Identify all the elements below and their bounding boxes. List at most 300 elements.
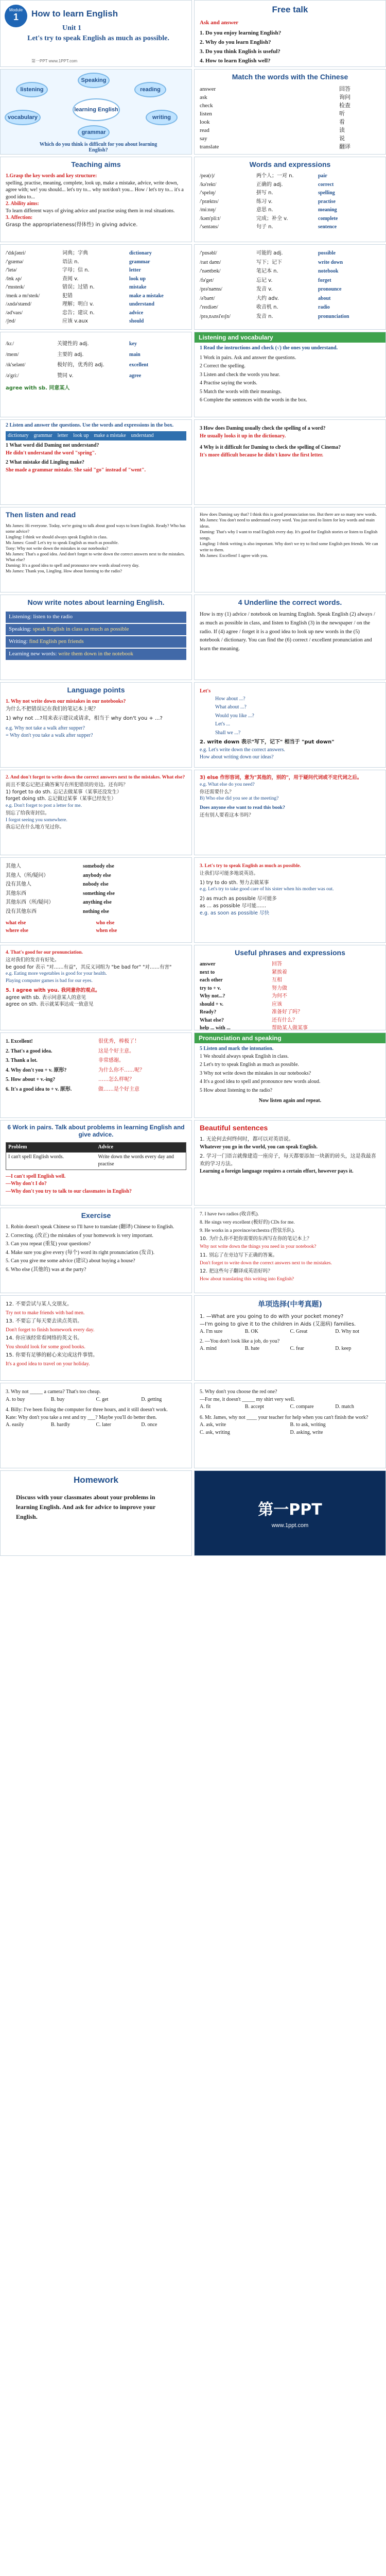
choice-option: A. mind xyxy=(200,1346,217,1351)
diagram-question: Which do you think is difficult for you about learning English? xyxy=(39,142,157,153)
exercise-item: 12. 把这些句子翻译成英语好吗？ xyxy=(200,1268,273,1275)
choice-question: —I'm going to give it to the children in Aids (艾滋病) families. xyxy=(200,1321,356,1327)
slide-good-for xyxy=(0,945,192,1030)
vocab-word: about xyxy=(318,295,331,301)
phonetic: /'reɪdiəʊ/ xyxy=(200,304,218,310)
sentence-cn: 1. 无论何去何终何时，都可以对英语说。 xyxy=(200,1137,294,1142)
exercise-item: 13. 不要忘了每天要去读点英语。 xyxy=(6,1318,83,1324)
skill-bubble: vocabulary xyxy=(5,110,41,125)
exercise-item: 5. Can you give me some advice (建议) about buying a house? xyxy=(6,1258,135,1264)
choice-option: B. accept xyxy=(244,1404,264,1410)
exercise-item: 7. I have two radios (收音机). xyxy=(200,1212,259,1217)
choice-option: A. to buy xyxy=(6,1396,25,1402)
phrase: who else xyxy=(96,920,115,926)
phrase-cn: 其他东西（所/疑问） xyxy=(6,900,54,905)
slide-suggestions xyxy=(194,682,386,768)
meaning: 笔记本 n. xyxy=(256,268,278,274)
answer: She made a grammar mistake. She said "go" instead of "went". xyxy=(6,467,146,473)
meaning: 忠告；建议 n. xyxy=(62,310,95,316)
match-word: translate xyxy=(200,144,219,150)
exercise-item: 10. 为什么你不把你需要的东西写在你的笔记本上？ xyxy=(200,1236,312,1242)
phrase: when else xyxy=(96,927,117,934)
aim-heading: 1.Grasp the key words and key structure: xyxy=(6,173,97,179)
phonetic: /'spelɪŋ/ xyxy=(200,190,216,196)
instruction-item: 3 Listen and check the words you hear. xyxy=(200,371,280,378)
meaning: 主要的 adj. xyxy=(57,351,84,358)
phrase-cn: 紧挨着 xyxy=(272,969,287,975)
match-meaning: 翻译 xyxy=(339,143,350,150)
match-meaning: 读 xyxy=(339,127,345,133)
point-text: agree with sb. 表示同意某人的意见 xyxy=(6,994,86,1001)
phonetic: /ʃʊd/ xyxy=(6,318,16,324)
translation: 让我们尽可能多地说英语。 xyxy=(200,870,259,876)
vocab-word: look up xyxy=(129,276,146,282)
slide-title: Homework xyxy=(74,1475,118,1485)
slide-words-3 xyxy=(194,244,386,330)
sentence: 1 We should always speak English in class. xyxy=(200,1053,289,1059)
example: e.g. What else do you need? xyxy=(200,782,255,787)
example: e.g. as soon as possible 尽快 xyxy=(200,910,270,916)
dialogue-line: Ms James: That's a good idea. And don't forget to write down the correct answers next to the mistakes. What else? xyxy=(6,551,185,563)
slide-title: 4 Underline the correct words. xyxy=(238,598,342,606)
slide-listen-answer xyxy=(0,419,192,505)
choice-option: C. later xyxy=(96,1422,111,1428)
phonetic: /kə'rekt/ xyxy=(200,181,217,188)
choice-option: B. hate xyxy=(244,1346,260,1351)
phonetic: /'præktɪs/ xyxy=(200,198,219,205)
example: 我忘记在什么地方见过你。 xyxy=(6,824,65,831)
sentence: 2 Let's try to speak English as much as possible. xyxy=(200,1062,299,1067)
module-badge: Module 1 xyxy=(5,5,27,27)
phonetic: /kəm'pli:t/ xyxy=(200,215,221,222)
choice-question: 4. Billy: I've been fixing the computer for three hours, and it still doesn't work. xyxy=(6,1407,168,1413)
instruction-item: 4 Practise saying the words. xyxy=(200,380,257,386)
table-cell: Write down the words every day and practise xyxy=(98,1154,174,1167)
notes-row: Speaking: speak English in class as much as possible xyxy=(6,624,186,635)
cover-title: How to learn English xyxy=(31,9,118,19)
dialogue-line: Ms James: Excellent! I agree with you. xyxy=(200,553,268,558)
notes-row: Learning new words: write them down in the notebook xyxy=(6,649,186,660)
question: 2. Why do you learn English? xyxy=(200,39,271,45)
phrase-en: Why not...? xyxy=(200,993,225,999)
phrase-cn: 没有其他东西 xyxy=(6,908,37,914)
example: e.g. Why not take a walk after supper? xyxy=(6,725,85,731)
aim-heading: 2. Ability aims: xyxy=(6,201,39,207)
phrase-en: 6. It's a good idea to + v. 原形. xyxy=(6,1086,72,1092)
phrase-cn: 没有其他人 xyxy=(6,882,31,887)
slide-else xyxy=(194,770,386,855)
exercise-item: 3. Can you repeat (重复) your questions? xyxy=(6,1241,91,1247)
answer: He usually looks it up in the dictionary. xyxy=(200,433,286,439)
slide-beautiful-sentences xyxy=(194,1120,386,1206)
phrase-en: 3. Thank a lot. xyxy=(6,1058,38,1063)
table-header: Problem xyxy=(6,1143,96,1153)
phrase-en: should + v. xyxy=(200,1001,224,1007)
match-word: read xyxy=(200,127,209,133)
dialogue-line: Ms James: Good! Let's try to speak English as much as possible. xyxy=(6,540,119,546)
point-text: agree on sth. 表示就某事达成一致意见 xyxy=(6,1002,94,1008)
phrase: where else xyxy=(6,927,28,934)
center-bubble: learning English xyxy=(73,98,120,121)
slide-title: Beautiful sentences xyxy=(200,1124,268,1132)
vocab-word: correct xyxy=(318,181,334,188)
example: Playing computer games is bad for our eyes. xyxy=(6,978,93,984)
brand-site: www.1ppt.com xyxy=(271,1522,309,1529)
point-text: be good for 表示 "对……有益"，其反义词组为 "be bad for" "对……有害" xyxy=(6,964,172,970)
phrase-cn: 回答 xyxy=(272,961,282,967)
phrase-en: anything else xyxy=(83,900,112,905)
slide-words-4 xyxy=(0,332,192,417)
vocab-word: pronounce xyxy=(318,286,342,292)
brand-logo: 第一PPT xyxy=(258,1501,322,1519)
choice-option: A. ask, write xyxy=(200,1422,226,1428)
notes-row: Listening: listen to the radio xyxy=(6,612,186,623)
meaning: 赞同 v. xyxy=(57,372,74,379)
aim-text: spelling, practise, meaning, complete, look up, make a mistake, advice, write down, agree with; we! you should... let's try to... why not/don't you... How / let's try to... it's a good idea to... xyxy=(6,180,184,200)
exercise-answer: Don't forget to write down the correct answers next to the mistakes. xyxy=(200,1260,332,1266)
expression: How about ...? xyxy=(215,696,245,702)
vocab-word: spelling xyxy=(318,190,335,196)
slide-subtitle: Ask and answer xyxy=(200,20,239,26)
phrase-en: What else? xyxy=(200,1017,224,1023)
choice-question: 5. Why don't you choose the red one? xyxy=(200,1389,277,1395)
slide-title: Free talk xyxy=(272,5,308,14)
slide-listen-answer-2 xyxy=(194,419,386,505)
vocab-word: complete xyxy=(318,215,338,222)
slide-title: 6 Work in pairs. Talk about problems in learning English and give advice. xyxy=(7,1124,185,1138)
answer: It's more difficult because he didn't know the first letter. xyxy=(200,452,323,458)
exercise-answer: Why not write down the things you need in your notebook? xyxy=(200,1244,317,1250)
sentence: 4 It's a good idea to spell and pronounce new words aloud. xyxy=(200,1079,321,1084)
vocab-word: main xyxy=(129,351,141,358)
sentence-en: Learning a foreign language requires a certain effort, however pays it. xyxy=(200,1168,354,1174)
dialogue-line: —Why don't you try to talk to our classmates in English? xyxy=(6,1188,132,1194)
answer: He didn't understand the word "spring". xyxy=(6,450,96,456)
sentence-cn: 2. 学习一门语言就像建造一座房子，每天都要添加一块新的砖头，这是我最喜欢的学习方法。 xyxy=(200,1154,376,1167)
example: 还有别人要看这本书吗？ xyxy=(200,812,254,818)
slide-title: 单项选择(中考真题) xyxy=(258,1300,322,1309)
vocab-word: understand xyxy=(129,301,154,307)
choice-option: D. match xyxy=(335,1404,354,1410)
expression: Let's ... xyxy=(215,721,231,727)
box-word: understand xyxy=(131,432,154,438)
phonetic: /prə'naʊns/ xyxy=(200,286,222,292)
point-heading: 3. Let's try to speak English as much as possible. xyxy=(200,863,301,869)
exercise-answer: It's a good idea to travel on your holiday. xyxy=(6,1361,90,1367)
dialogue-line: Lingling: I think writing is also important. Why don't we try to find some English pen friends. We can write to them. xyxy=(200,541,378,552)
instruction-item: 1 Work in pairs. Ask and answer the questions. xyxy=(200,354,296,361)
meaning: 语法 n. xyxy=(62,259,79,265)
meaning: 犯错 xyxy=(62,293,73,299)
translation: 这对我们的发音有好处。 xyxy=(6,957,60,963)
phrase-en: 5. How about + v.-ing? xyxy=(6,1077,56,1082)
vocab-word: letter xyxy=(129,267,141,273)
sentence: 5 How about listening to the radio? xyxy=(200,1087,273,1093)
phonetic: /ʌndə'stænd/ xyxy=(6,301,32,307)
phrase-cn: 应该 xyxy=(272,1001,282,1007)
choice-option: C. ask, writing xyxy=(200,1429,230,1435)
vocab-word: pair xyxy=(318,173,327,179)
point-text: forget doing sth. 忘记做过某事（某事已经发生） xyxy=(6,796,116,802)
exercise-item: 4. Make sure you give every (每个) word its right pronunciation (发音). xyxy=(6,1249,155,1256)
example: e.g. Let's try to take good care of his sister when his mother was out. xyxy=(200,887,334,892)
phonetic: /'græmə/ xyxy=(6,259,24,265)
phonetic: /kɪ:/ xyxy=(6,341,14,347)
phrase-cn: 准备好了吗？ xyxy=(272,1009,303,1015)
question: 3 How does Daming usually check the spelling of a word? xyxy=(200,426,326,431)
slide-write-notes xyxy=(0,595,192,680)
vocab-word: agree xyxy=(129,372,142,379)
meaning: 句子 n. xyxy=(256,224,273,230)
dialogue-line: How does Daming say that? I think this is good pronunciation too. But there are so many new words. xyxy=(200,512,377,517)
choice-option: B. buy xyxy=(50,1396,65,1402)
slide-homework xyxy=(0,1470,192,1556)
example: = Why don't you take a walk after supper? xyxy=(6,733,93,738)
section-banner: Pronunciation and speaking xyxy=(195,1033,385,1043)
point-text: 1) forget to do sth. 忘记去做某事（某事还没发生） xyxy=(6,789,122,795)
choice-option: B. to ask, writing xyxy=(290,1422,326,1428)
slide-listening xyxy=(194,332,386,417)
sentence: 3 Why not write down the mistakes in our notebooks? xyxy=(200,1070,311,1076)
dialogue-line: Daming: That's why I want to read English every day. It's good for English stories or listen to English songs. xyxy=(200,529,378,540)
exercise-item: 2. Correcting. (改正) the mistakes of your homework is very important. xyxy=(6,1232,153,1239)
table-cell: I can't spell English words. xyxy=(8,1154,64,1160)
slide-choice-3 xyxy=(194,1383,386,1468)
dialogue-line: Daming: It's a good idea to spell and pronounce new words aloud every day. xyxy=(6,563,139,568)
point-heading: Let's xyxy=(200,688,211,694)
exercise-item: 12. 不要尝试与某人交朋友。 xyxy=(6,1301,73,1307)
slide-title: Now write notes about learning English. xyxy=(27,598,165,606)
vocab-word: mistake xyxy=(129,284,147,290)
task-heading: 5 Listen and mark the intonation. xyxy=(200,1046,274,1052)
meaning: 收音机 n. xyxy=(256,304,278,310)
example: I forgot seeing you somewhere. xyxy=(6,817,67,823)
match-word: look xyxy=(200,119,210,125)
phonetic: /'letə/ xyxy=(6,267,17,273)
slide-choice-1 xyxy=(194,1295,386,1381)
slide-pair-work xyxy=(0,1120,192,1206)
match-meaning: 回答 xyxy=(339,86,350,92)
exercise-answer: How about translating this writing into English? xyxy=(200,1277,294,1282)
slide-title: Exercise xyxy=(81,1211,111,1219)
slide-exercise-1 xyxy=(0,1208,192,1293)
vocab-word: notebook xyxy=(318,268,339,274)
phonetic: /ə'baʊt/ xyxy=(200,295,215,301)
phrase-en: nobody else xyxy=(83,882,109,887)
choice-question: 1. —What are you going to do with your pocket money? xyxy=(200,1314,344,1319)
slide-useful-phrases xyxy=(194,945,386,1030)
choice-option: C. fear xyxy=(290,1346,304,1351)
question: 1. Do you enjoy learning English? xyxy=(200,29,282,36)
point-text: 1) try to do sth. 努力去做某事 xyxy=(200,879,269,886)
phonetic: /'pɒsəbl/ xyxy=(200,250,217,256)
phrase-en: something else xyxy=(83,890,115,896)
phrase-cn: 其他东西 xyxy=(6,890,26,896)
phrase-en: next to xyxy=(200,969,215,975)
meaning: 应该 v.aux xyxy=(62,318,88,324)
example: e.g. Don't forget to post a letter for me. xyxy=(6,803,82,809)
aim-text: Grasp the appropriateness(得体性) in giving advice. xyxy=(6,222,138,228)
slide-words-2 xyxy=(0,244,192,330)
phonetic: /ɪk'selənt/ xyxy=(6,362,26,368)
phonetic: /fə'get/ xyxy=(200,277,214,283)
slide-language-points xyxy=(0,682,192,768)
exercise-answer: Don't forget to finish homework every day. xyxy=(6,1327,95,1333)
slide-exercise-2 xyxy=(194,1208,386,1293)
meaning: 发音 n. xyxy=(256,313,273,319)
phrase-en: each other xyxy=(200,977,223,983)
aim-heading: 3. Affection: xyxy=(6,215,33,221)
dialogue-line: Lingling: I think we should always speak English in class. xyxy=(6,534,108,540)
phonetic: /meɪk ə mɪ'steɪk/ xyxy=(6,293,40,299)
meaning: 两个人；一对 n. xyxy=(256,173,294,179)
slide-brand xyxy=(194,1470,386,1556)
phonetic: /lʊk ʌp/ xyxy=(6,276,22,282)
slide-else-table xyxy=(0,857,192,943)
exercise-answer: Try not to make friends with bad men. xyxy=(6,1310,85,1316)
example: e.g. Eating more vegetables is good for your health. xyxy=(6,971,107,977)
passage-text: How is my (1) advice / notebook on learning English. Speak English (2) always / as much as possible in class, and listen to English (3) in the newspaper / on the radio. If (4) agree / forget it is a good idea to look up new words in the (5) notebook / dictionary. You can find the (6) correct / excellent pronunciation and learn the meaning. xyxy=(200,612,375,652)
phrase-en: 4. Why don't you + v. 原形? xyxy=(6,1067,67,1073)
choice-question: —For me, it doesn't _____ my shirt very well. xyxy=(200,1396,295,1402)
phonetic: /'dɪkʃənri/ xyxy=(6,250,26,256)
question: 4 Why is it difficult for Daming to check the spelling of Cinema? xyxy=(200,445,341,450)
slide-skills-diagram xyxy=(0,69,192,155)
slide-free-talk xyxy=(194,0,386,67)
match-word: ask xyxy=(200,94,207,100)
phonetic: /peə(r)/ xyxy=(200,173,215,179)
phonetic: /prə,nʌnsi'eɪʃn/ xyxy=(200,313,231,319)
meaning: 可能的 adj. xyxy=(256,250,283,256)
unit-label: Unit 1 xyxy=(62,24,81,32)
meaning: 词典；字典 xyxy=(62,250,88,256)
meaning: 字母；信 n. xyxy=(62,267,90,273)
point-heading: 3) else 作形容词，意为"其他的，别的"，用于疑问代词或不定代词之后。 xyxy=(200,775,362,781)
phrase-en: somebody else xyxy=(83,863,114,869)
phrase-en: answer xyxy=(200,961,216,967)
vocab-word: radio xyxy=(318,304,330,310)
example: e.g. Let's write down the correct answers. xyxy=(200,747,285,753)
vocab-word: key xyxy=(129,341,137,347)
translation: 为什么不把错误记在我们的笔记本上呢？ xyxy=(6,706,98,712)
vocab-word: should xyxy=(129,318,144,324)
dialogue-line: Ms James: Thank you, Lingling. How about listening to the radio? xyxy=(6,568,122,574)
notes-row: Writing: find English pen friends xyxy=(6,636,186,648)
instruction-item: 5 Match the words with their meanings. xyxy=(200,388,282,395)
example: B) Who else did you see at the meeting? xyxy=(200,796,279,802)
dialogue-line: Ms James: Hi everyone. Today, we're going to talk about good ways to learn English. Ready? Who has some advice? xyxy=(6,523,186,534)
slide-title: Language points xyxy=(67,686,125,694)
expression: What about ...? xyxy=(215,704,247,710)
choice-question: 2. —You don't look like a job, do you? xyxy=(200,1338,280,1344)
match-meaning: 听 xyxy=(339,110,345,117)
match-word: check xyxy=(200,103,213,109)
meaning: 完成；补全 v. xyxy=(256,215,288,222)
slide-title: Teaching aims xyxy=(71,160,121,168)
choice-question: 6. Mr. James, why not ____ your teacher for help when you can't finish the work? xyxy=(200,1414,369,1420)
phrase-cn: 互相 xyxy=(272,977,282,983)
site-label: 第一PPT www.1PPT.com xyxy=(31,59,78,63)
phrase-cn: 非常感谢。 xyxy=(98,1058,124,1063)
point-heading: 2. And don't forget to write down the correct answers next to the mistakes. What else? xyxy=(6,775,185,780)
point-heading: 1. Why not write down our mistakes in our notebooks? xyxy=(6,699,126,704)
vocab-word: excellent xyxy=(129,362,149,368)
point-text: as ... as possible 尽可能…… xyxy=(200,903,267,909)
choice-option: C. get xyxy=(96,1396,109,1402)
skill-bubble: listening xyxy=(16,82,48,97)
slide-exercise-3 xyxy=(0,1295,192,1381)
expression: Would you like ...? xyxy=(215,713,254,719)
slide-expressions xyxy=(0,1032,192,1118)
match-meaning: 说 xyxy=(339,135,345,142)
vocab-word: pronunciation xyxy=(318,313,349,319)
slide-match-words xyxy=(194,69,386,155)
slide-pronunciation xyxy=(194,1032,386,1118)
slide-listen-read xyxy=(0,507,192,592)
slide-listen-read-2 xyxy=(194,507,386,592)
cover-subtitle: Let's try to speak English as much as possible. xyxy=(27,35,169,42)
point-heading: 5. I agree with you. 我同意你的观点。 xyxy=(6,987,100,993)
phrase-cn: 还有什么？ xyxy=(272,1017,297,1023)
phonetic: /'nəʊtbʊk/ xyxy=(200,268,221,274)
example: Does anyone else want to read this book? xyxy=(200,805,285,811)
exercise-item: 8. He sings very excellent (极好的) CDs for me. xyxy=(200,1219,295,1225)
match-word: listen xyxy=(200,111,212,117)
meaning: 查阅 v. xyxy=(62,276,79,282)
phrase-en: Ready? xyxy=(200,1009,217,1015)
meaning: 发音 v. xyxy=(256,286,273,292)
homework-text: Discuss with your classmates about your problems in learning English. And ask for advice to improve your English. xyxy=(16,1494,156,1521)
match-word: say xyxy=(200,135,207,142)
phrase-en: anybody else xyxy=(83,872,111,878)
phrase-en: nothing else xyxy=(83,908,109,914)
match-meaning: 看 xyxy=(339,118,345,125)
exercise-item: 14. 你应该经常看网络的英文书。 xyxy=(6,1335,83,1341)
question: 1 What word did Daming not understand? xyxy=(6,443,99,448)
meaning: 理解；明白 v. xyxy=(62,301,94,307)
word-box xyxy=(6,431,186,441)
match-meaning: 询问 xyxy=(339,94,350,100)
match-word: answer xyxy=(200,86,216,92)
example: 别忘了给我寄封信。 xyxy=(6,810,50,816)
meaning: 意思 n. xyxy=(256,207,273,213)
choice-question: Kate: Why don't you take a rest and try ___? Maybe you'll do better then. xyxy=(6,1414,157,1420)
instruction-item: 2 Correct the spelling. xyxy=(200,363,245,369)
phonetic: /mi:nɪŋ/ xyxy=(200,207,216,213)
point-text: 2. write down 表示"写下，记下" 相当于 "put down" xyxy=(200,739,335,745)
phonetic: /'mɪsteɪk/ xyxy=(6,284,25,290)
phonetic: /raɪt daʊn/ xyxy=(200,259,221,265)
slide-choice-2 xyxy=(0,1383,192,1468)
point-text: 1) why not ...?用来表示建议或请求，相当于 why don't you + ...? xyxy=(6,716,163,721)
phrase-en: help ... with ... xyxy=(200,1025,231,1030)
vocab-word: forget xyxy=(318,277,331,283)
slide-title: Match the words with the Chinese xyxy=(232,73,348,81)
phrase-cn: 这是个好主意。 xyxy=(98,1048,134,1054)
vocab-word: make a mistake xyxy=(129,293,164,299)
meaning: 写下；记下 xyxy=(256,259,282,265)
meaning: 练习 v. xyxy=(256,198,273,205)
exercise-item: 15. 你要有足够的耐心来完成这件事情。 xyxy=(6,1352,98,1358)
choice-option: D. getting xyxy=(141,1396,162,1402)
box-word: letter xyxy=(57,432,68,438)
phrase-cn: 努力做 xyxy=(272,985,287,991)
dialogue-line: —Why don't I do? xyxy=(6,1181,47,1187)
vocab-word: write down xyxy=(318,259,343,265)
box-word: dictionary xyxy=(8,432,29,438)
slide-title: Words and expressions xyxy=(249,160,331,168)
phrase-en: 2. That's a good idea. xyxy=(6,1048,52,1054)
